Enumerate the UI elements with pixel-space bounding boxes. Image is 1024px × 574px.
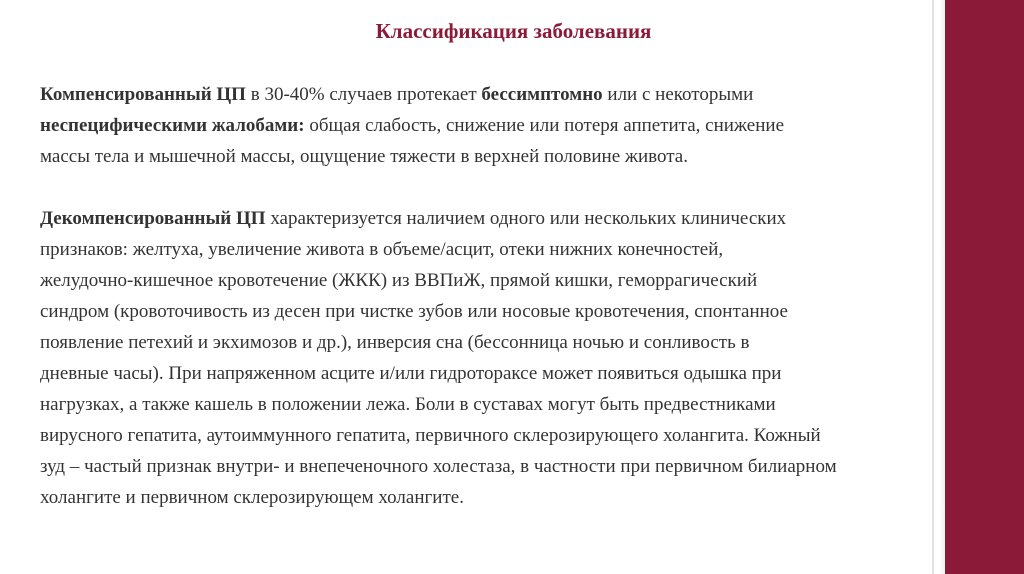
term-compensated: Компенсированный ЦП	[40, 84, 246, 105]
term-asymptomatic: бессимптомно	[481, 84, 603, 105]
paragraph2-line-2: признаков: желтуха, увеличение живота в объеме/асцит, отеки нижних конечностей,	[40, 239, 724, 260]
right-accent-bar	[945, 0, 1024, 574]
paragraph2-line-9: зуд – частый признак внутри- и внепеченочного холестаза, в частности при первичном билиарном	[40, 456, 837, 477]
paragraph2-line-5: появление петехий и экхимозов и др.), инверсия сна (бессонница ночью и сонливость в	[40, 332, 750, 353]
paragraph1-line-1	[40, 79, 920, 110]
paragraph2-line-1	[40, 203, 920, 234]
paragraph2-line-7: нагрузках, а также кашель в положении лежа. Боли в суставах могут быть предвестниками	[40, 394, 776, 415]
text-span: общая слабость, снижение или потеря аппетита, снижение	[304, 115, 785, 136]
paragraph-decompensated	[40, 203, 920, 513]
term-decompensated: Декомпенсированный ЦП	[40, 208, 266, 229]
text-span: массы тела и мышечной массы, ощущение тяжести в верхней половине живота.	[40, 146, 688, 167]
paragraph1-line-2	[40, 110, 920, 141]
paragraph2-line-10: холангите и первичном склерозирующем холангите.	[40, 487, 464, 508]
text-span: характеризуется наличием одного или нескольких клинических	[265, 208, 787, 229]
sidebar-divider-line	[932, 0, 934, 574]
text-span: в 30-40% случаев протекает	[245, 84, 482, 105]
term-nonspecific-complaints: неспецифическими жалобами:	[40, 115, 305, 136]
paragraph2-line-4: синдром (кровоточивость из десен при чистке зубов или носовые кровотечения, спонтанное	[40, 301, 788, 322]
text-span: или с некоторыми	[602, 84, 754, 105]
paragraph2-line-3: желудочно-кишечное кровотечение (ЖКК) из ВВПиЖ, прямой кишки, геморрагический	[40, 270, 758, 291]
slide-title: Классификация заболевания	[375, 19, 652, 43]
paragraph-compensated	[40, 79, 920, 172]
paragraph1-line-3	[40, 141, 920, 172]
paragraph2-line-8: вирусного гепатита, аутоиммунного гепатита, первичного склерозирующего холангита. Кожный	[40, 425, 821, 446]
paragraph2-line-6: дневные часы). При напряженном асците и/или гидротораксе может появиться одышка при	[40, 363, 782, 384]
